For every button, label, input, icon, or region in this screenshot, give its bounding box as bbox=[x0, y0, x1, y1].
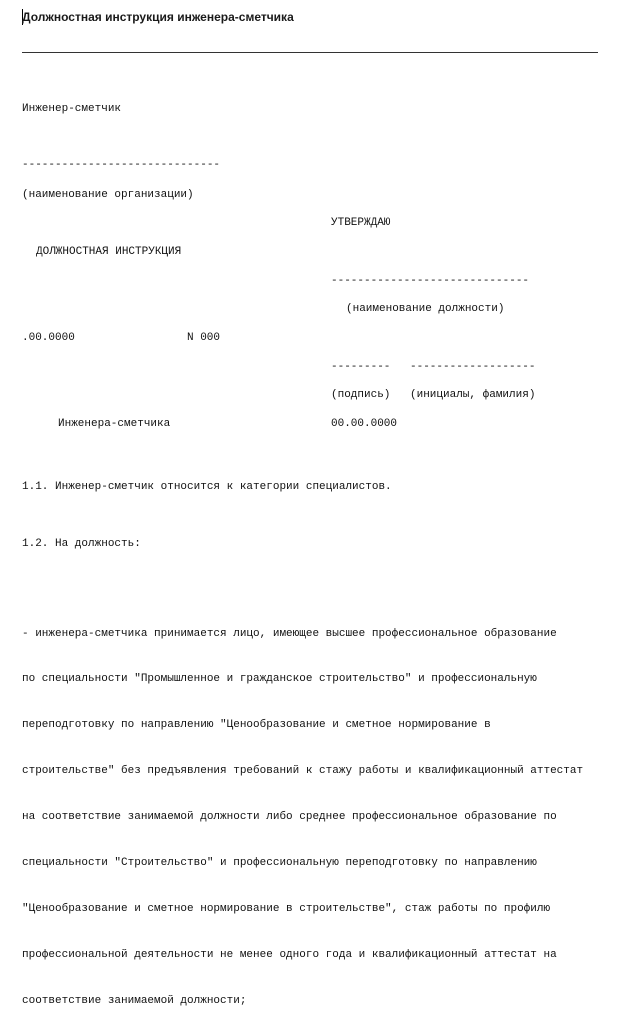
initials-caption: (инициалы, фамилия) bbox=[410, 389, 536, 401]
requirements-line: специальности "Строительство" и профессиональную переподготовку по направлению bbox=[22, 857, 537, 870]
requirements-line: строительстве" без предъявления требований к стажу работы и квалификационный аттестат bbox=[22, 765, 584, 778]
instruction-date: .00.0000 bbox=[22, 332, 75, 344]
instruction-label: ДОЛЖНОСТНАЯ ИНСТРУКЦИЯ bbox=[36, 246, 182, 258]
document-title: Должностная инструкция инженера-сметчика bbox=[22, 10, 294, 24]
requirements-line: переподготовку по направлению "Ценообразование и сметное нормирование в bbox=[22, 719, 491, 732]
position-heading: Инженер-сметчик bbox=[22, 103, 122, 115]
requirements-paragraph bbox=[22, 596, 612, 1024]
signature-caption: (подпись) bbox=[331, 389, 391, 401]
approver-position-line: ------------------------------ bbox=[331, 275, 530, 287]
signature-line: --------- bbox=[331, 361, 391, 373]
clause-1-2: 1.2. На должность: bbox=[22, 538, 141, 550]
requirements-line: - инженера-сметчика принимается лицо, имеющее высшее профессиональное образование bbox=[22, 627, 557, 640]
requirements-line: по специальности "Промышленное и гражданское строительство" и профессиональную bbox=[22, 673, 537, 686]
instruction-number: N 000 bbox=[187, 332, 221, 344]
organization-caption: (наименование организации) bbox=[22, 189, 194, 201]
organization-line: ------------------------------ bbox=[22, 159, 221, 171]
requirements-line: соответствие занимаемой должности; bbox=[22, 994, 247, 1007]
approver-position-caption: (наименование должности) bbox=[346, 303, 505, 315]
requirements-line: профессиональной деятельности не менее одного года и квалификационный аттестат на bbox=[22, 948, 557, 961]
title-divider bbox=[22, 52, 598, 53]
clause-1-1: 1.1. Инженер-сметчик относится к категории специалистов. bbox=[22, 481, 392, 493]
approve-label: УТВЕРЖДАЮ bbox=[331, 217, 391, 229]
requirements-line: "Ценообразование и сметное нормирование в строительстве", стаж работы по профилю bbox=[22, 902, 551, 915]
requirements-line: на соответствие занимаемой должности либо среднее профессиональное образование по bbox=[22, 811, 557, 824]
instruction-subject: Инженера-сметчика bbox=[58, 418, 171, 430]
approve-date: 00.00.0000 bbox=[331, 418, 398, 430]
initials-line: ------------------- bbox=[410, 361, 536, 373]
